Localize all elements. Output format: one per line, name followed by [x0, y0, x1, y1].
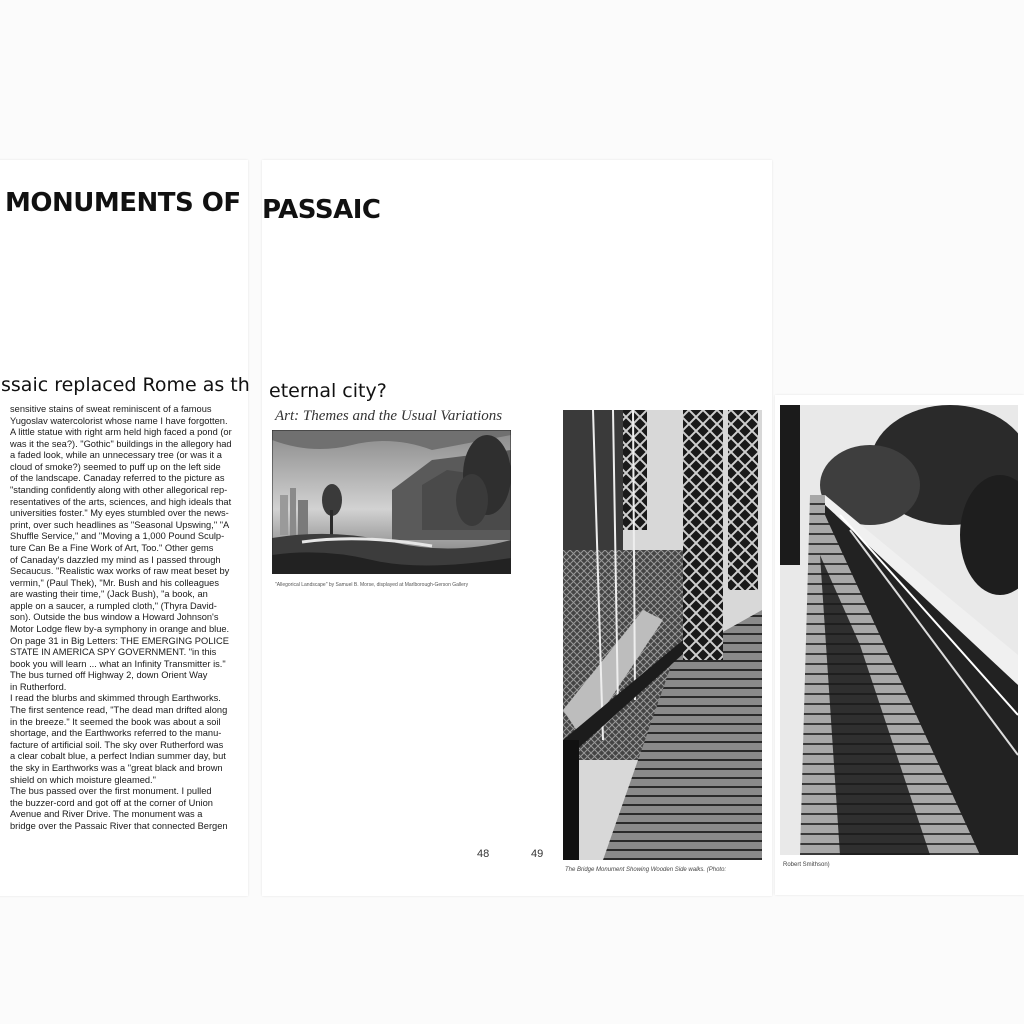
- allegorical-landscape-painting: [272, 430, 511, 574]
- body-line: the sky in Earthworks was a "great black and brown: [10, 762, 223, 773]
- body-line: Yugoslav watercolorist whose name I have forgotten.: [10, 415, 228, 426]
- article-body-text: [10, 404, 237, 832]
- body-line: a faded look, while an unnecessary tree (or was it a: [10, 450, 222, 461]
- page-number-49: 49: [531, 848, 544, 860]
- body-line: of the landscape. Canaday referred to the picture as: [10, 473, 225, 484]
- body-line: Avenue and River Drive. The monument was a: [10, 809, 203, 820]
- body-line: of Canaday's dazzled my mind as I passed through: [10, 554, 221, 565]
- body-line: Shuffle Service," and "Moving a 1,000 Pound Sculp-: [10, 531, 225, 542]
- body-line: in Rutherford.: [10, 681, 67, 692]
- body-line: sensitive stains of sweat reminiscent of a famous: [10, 404, 212, 414]
- headline-left: ssaic replaced Rome as th: [1, 374, 250, 396]
- body-line: shield on which moisture gleamed.": [10, 774, 156, 785]
- body-line: vermin," (Paul Thek), "Mr. Bush and his colleagues: [10, 577, 219, 588]
- body-line: Secaucus. "Realistic wax works of raw meat beset by: [10, 566, 230, 577]
- painting-caption: "Allegorical Landscape" by Samuel B. Morse, displayed at Marlborough-Gerson Gallery: [275, 582, 469, 588]
- photo-caption-left: The Bridge Monument Showing Wooden Side walks. (Photo:: [565, 867, 727, 873]
- body-line: bridge over the Passaic River that connected Bergen: [10, 820, 228, 831]
- body-line: book you will learn ... what an Infinity Transmitter is.": [10, 658, 226, 669]
- body-line: The bus turned off Highway 2, down Orient Way: [10, 670, 208, 681]
- body-line: resentatives of the arts, sciences, and high ideals that: [10, 496, 232, 507]
- body-line: shortage, and the Earthworks referred to the manu-: [10, 728, 222, 739]
- body-line: The first sentence read, "The dead man drifted along: [10, 705, 228, 716]
- body-line: The bus passed over the first monument. I pulled: [10, 786, 212, 797]
- headline-right: eternal city?: [269, 380, 387, 402]
- body-line: I read the blurbs and skimmed through Earthworks.: [10, 693, 221, 704]
- body-line: A little statue with right arm held high faced a pond (or: [10, 427, 232, 438]
- body-line: in the breeze." It seemed the book was about a soil: [10, 716, 221, 727]
- bridge-truss-photo: [563, 410, 762, 860]
- wooden-sidewalk-photo: [780, 405, 1018, 855]
- body-line: ture Can Be a Fine Work of Art, Too." Other gems: [10, 542, 214, 553]
- article-subhead: Art: Themes and the Usual Variations: [275, 408, 503, 424]
- body-line: universities foster." My eyes stumbled over the news-: [10, 508, 229, 519]
- body-line: cloud of smoke?) seemed to puff up on the left side: [10, 461, 221, 472]
- title-left: MONUMENTS OF: [5, 188, 241, 218]
- body-line: a clear cobalt blue, a perfect Indian summer day, but: [10, 751, 226, 762]
- body-line: apple on a saucer, a rumpled cloth," (Thyra David-: [10, 600, 217, 611]
- body-line: print, over such headlines as "Seasonal Upswing," "A: [10, 519, 230, 530]
- title-right: PASSAIC: [262, 195, 381, 225]
- body-line: "standing confidently along with other allegorical rep-: [10, 485, 228, 496]
- body-line: was it the sea?). "Gothic" buildings in the allegory had: [10, 438, 232, 449]
- page-number-48: 48: [477, 848, 490, 860]
- body-line: are wasting their time," (Jack Bush), "a book, an: [10, 589, 208, 600]
- body-line: facture of artificial soil. The sky over Rutherford was: [10, 739, 224, 750]
- body-line: the buzzer-cord and got off at the corner of Union: [10, 797, 213, 808]
- body-line: STATE IN AMERICA SPY GOVERNMENT. "in this: [10, 647, 217, 658]
- photo-caption-right: Robert Smithson): [783, 862, 830, 868]
- body-line: son). Outside the bus window a Howard Johnson's: [10, 612, 219, 623]
- body-line: Motor Lodge flew by-a symphony in orange and blue.: [10, 623, 230, 634]
- body-line: On page 31 in Big Letters: THE EMERGING POLICE: [10, 635, 229, 646]
